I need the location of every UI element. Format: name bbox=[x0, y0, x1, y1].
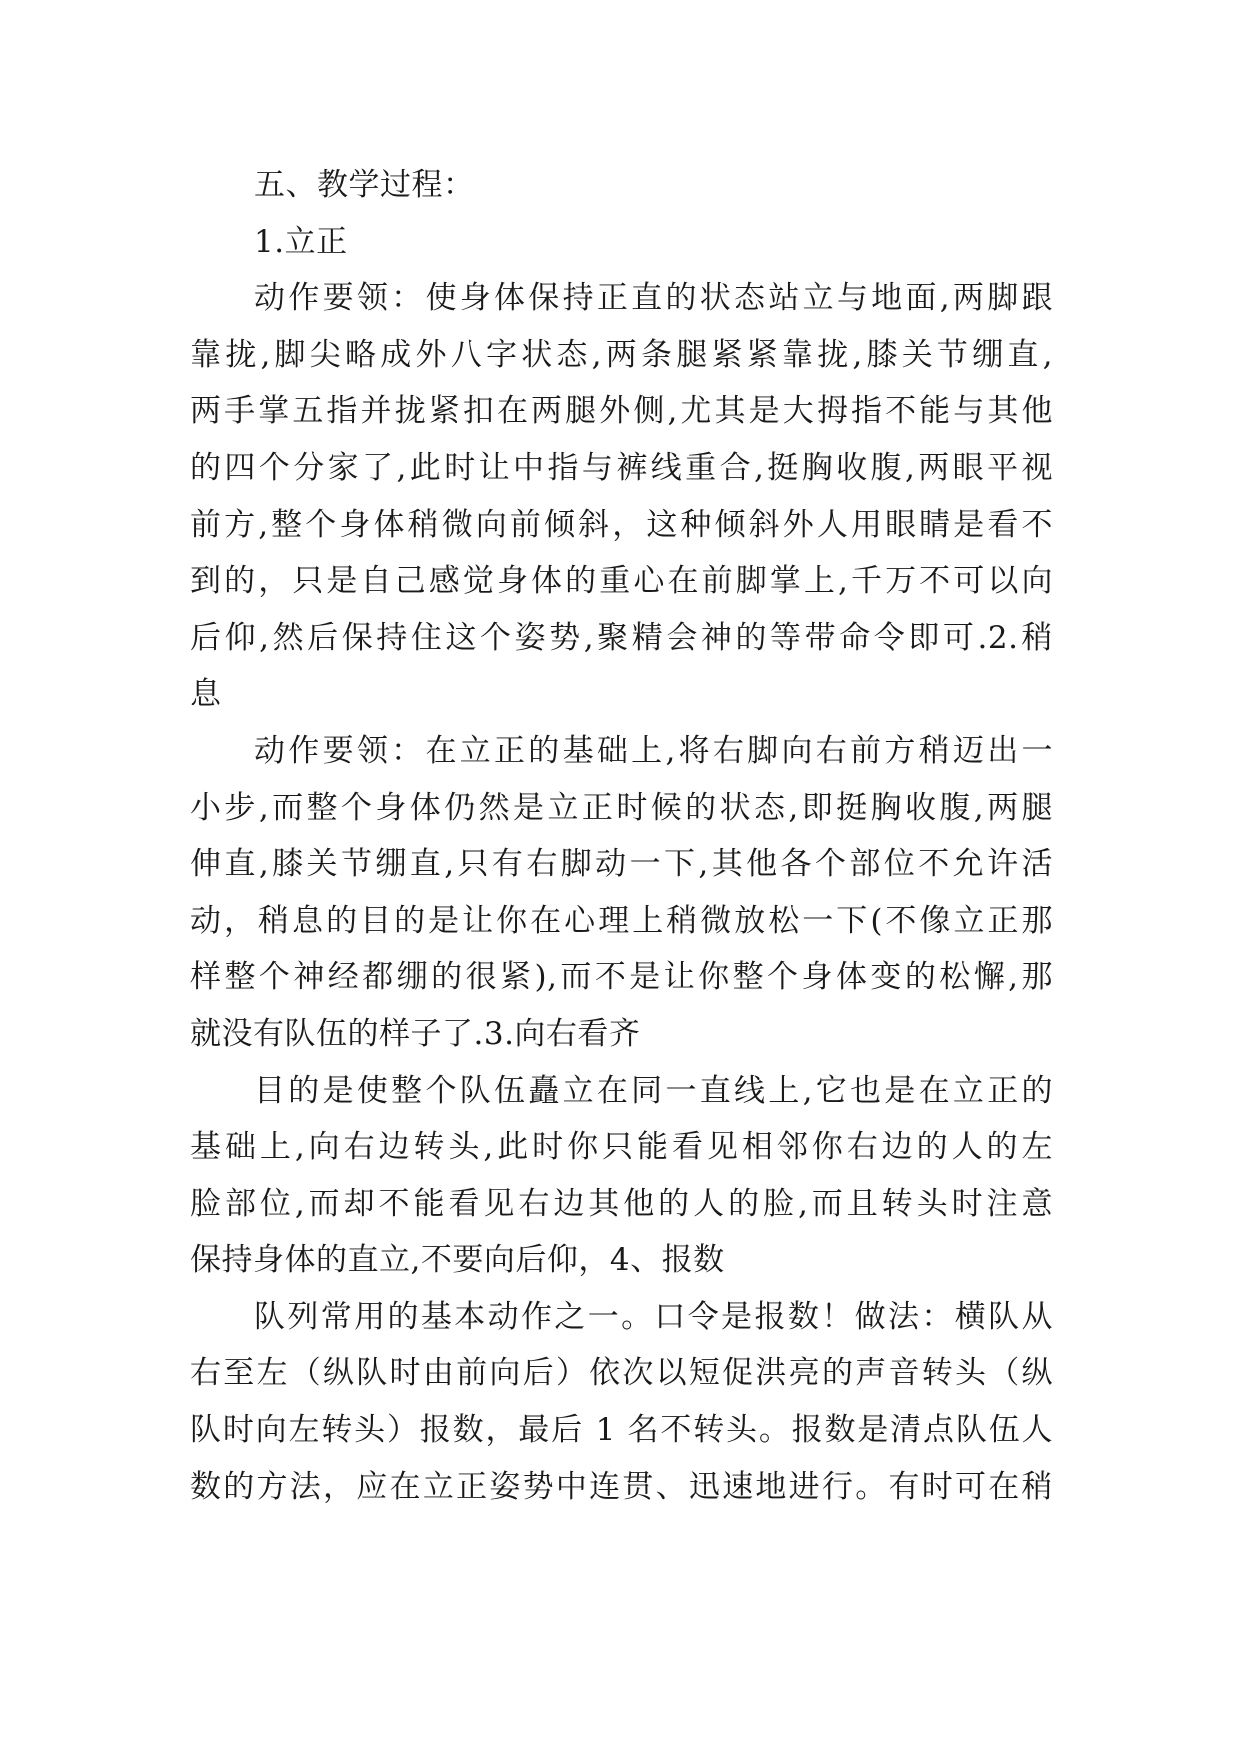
text-line: 右至左（纵队时由前向后）依次以短促洪亮的声音转头（纵 bbox=[190, 1355, 1053, 1392]
text-line: 动作要领：在立正的基础上,将右脚向右前方稍迈出一 bbox=[254, 732, 1053, 769]
text-line: 队列常用的基本动作之一。口令是报数！做法：横队从 bbox=[254, 1298, 1053, 1335]
text-line: 小步,而整个身体仍然是立正时候的状态,即挺胸收腹,两腿 bbox=[190, 789, 1053, 826]
text-line: 伸直,膝关节绷直,只有右脚动一下,其他各个部位不允许活 bbox=[190, 846, 1053, 883]
text-line: 就没有队伍的样子了.3.向右看齐 bbox=[190, 1015, 641, 1052]
text-line: 基础上,向右边转头,此时你只能看见相邻你右边的人的左 bbox=[190, 1129, 1053, 1166]
text-line: 息 bbox=[190, 676, 222, 713]
text-line: 靠拢,脚尖略成外八字状态,两条腿紧紧靠拢,膝关节绷直, bbox=[190, 336, 1053, 373]
text-line: 动作要领：使身体保持正直的状态站立与地面,两脚跟 bbox=[254, 280, 1053, 317]
text-line: 数的方法，应在立正姿势中连贯、迅速地进行。有时可在稍 bbox=[190, 1468, 1053, 1505]
text-line: 到的，只是自己感觉身体的重心在前脚掌上,千万不可以向 bbox=[190, 563, 1053, 600]
text-line: 样整个神经都绷的很紧),而不是让你整个身体变的松懈,那 bbox=[190, 959, 1053, 996]
text-line: 两手掌五指并拢紧扣在两腿外侧,尤其是大拇指不能与其他 bbox=[190, 393, 1053, 430]
section-heading: 五、教学过程： bbox=[254, 167, 475, 203]
text-line: 的四个分家了,此时让中指与裤线重合,挺胸收腹,两眼平视 bbox=[190, 449, 1053, 486]
text-line: 保持身体的直立,不要向后仰，4、报数 bbox=[190, 1242, 725, 1279]
text-line: 前方,整个身体稍微向前倾斜，这种倾斜外人用眼睛是看不 bbox=[190, 506, 1053, 543]
document-body bbox=[190, 157, 1053, 1515]
text-line: 目的是使整个队伍矗立在同一直线上,它也是在立正的 bbox=[254, 1072, 1053, 1109]
text-line: 队时向左转头）报数，最后 1 名不转头。报数是清点队伍人 bbox=[190, 1412, 1053, 1449]
item-heading-attention: 1.立正 bbox=[254, 223, 348, 260]
text-line: 后仰,然后保持住这个姿势,聚精会神的等带命令即可.2.稍 bbox=[190, 619, 1053, 656]
text-line: 动，稍息的目的是让你在心理上稍微放松一下(不像立正那 bbox=[190, 902, 1053, 939]
text-line: 脸部位,而却不能看见右边其他的人的脸,而且转头时注意 bbox=[190, 1185, 1053, 1222]
